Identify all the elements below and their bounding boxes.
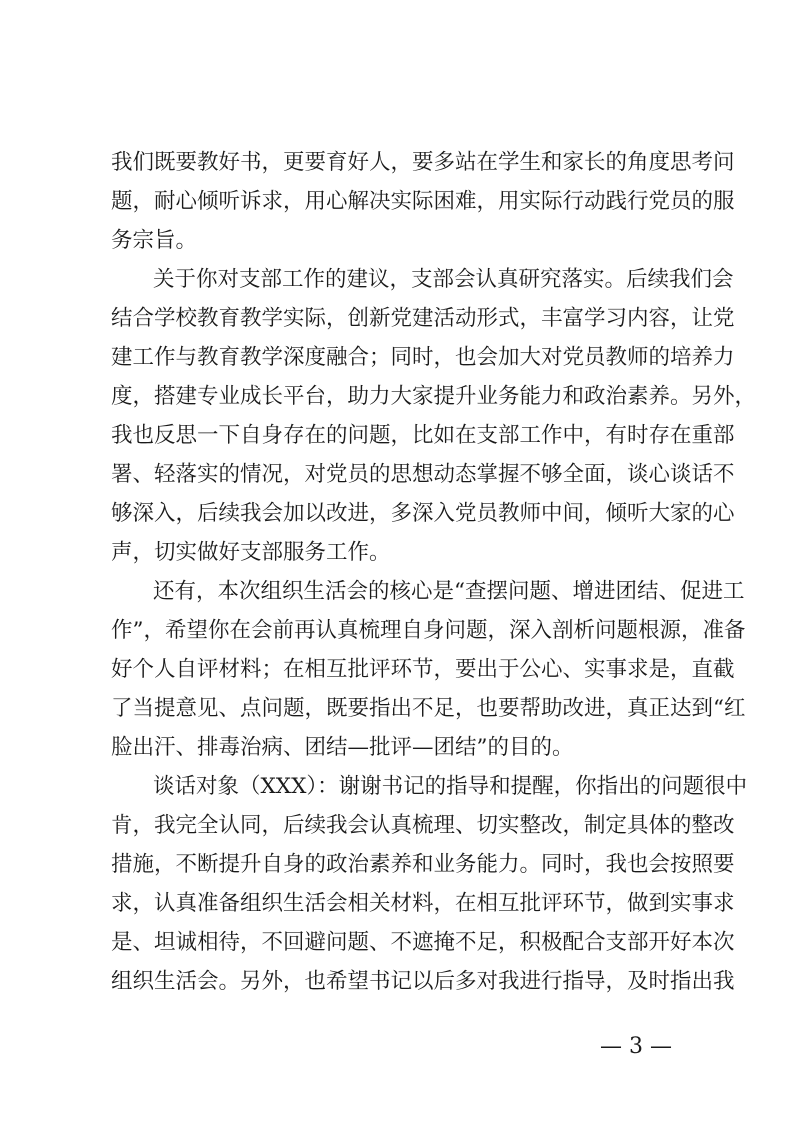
text-line: 求，认真准备组织生活会相关材料，在相互批评环节，做到实事求: [111, 891, 735, 916]
page-number: — 3 —: [600, 1034, 672, 1059]
text-line: 声，切实做好支部服务工作。: [111, 540, 391, 565]
text-line: 脸出汗、排毒治病、团结—批评—团结”的目的。: [111, 735, 574, 760]
text-line: 关于你对支部工作的建议，支部会认真研究落实。后续我们会: [153, 267, 734, 292]
text-line: 组织生活会。另外，也希望书记以后多对我进行指导，及时指出我: [111, 969, 735, 994]
text-line: 是、坦诚相待，不回避问题、不遮掩不足，积极配合支部开好本次: [111, 930, 735, 955]
text-line: 我也反思一下自身存在的问题，比如在支部工作中，有时存在重部: [111, 423, 735, 448]
text-line: 够深入，后续我会加以改进，多深入党员教师中间，倾听大家的心: [111, 501, 735, 526]
text-line: 措施，不断提升自身的政治素养和业务能力。同时，我也会按照要: [111, 852, 735, 877]
text-line: 谈话对象（XXX）：谢谢书记的指导和提醒，你指出的问题很中: [153, 774, 748, 799]
text-line: 度，搭建专业成长平台，助力大家提升业务能力和政治素养。另外，: [111, 384, 757, 409]
text-line: 结合学校教育教学实际，创新党建活动形式，丰富学习内容，让党: [111, 306, 735, 331]
text-line: 了当提意见、点问题，既要指出不足，也要帮助改进，真正达到“红: [111, 696, 746, 721]
text-line: 题，耐心倾听诉求，用心解决实际困难，用实际行动践行党员的服: [111, 189, 735, 214]
text-line: 务宗旨。: [111, 228, 198, 253]
text-line: 作”，希望你在会前再认真梳理自身问题，深入剖析问题根源，准备: [111, 618, 746, 643]
text-line: 我们既要教好书，更要育好人，要多站在学生和家长的角度思考问: [111, 150, 735, 175]
text-line: 建工作与教育教学深度融合；同时，也会加大对党员教师的培养力: [111, 345, 735, 370]
text-line: 好个人自评材料；在相互批评环节，要出于公心、实事求是，直截: [111, 657, 735, 682]
text-line: 还有，本次组织生活会的核心是“查摆问题、增进团结、促进工: [153, 579, 745, 604]
text-line: 肯，我完全认同，后续我会认真梳理、切实整改，制定具体的整改: [111, 813, 735, 838]
text-line: 署、轻落实的情况，对党员的思想动态掌握不够全面，谈心谈话不: [111, 462, 735, 487]
